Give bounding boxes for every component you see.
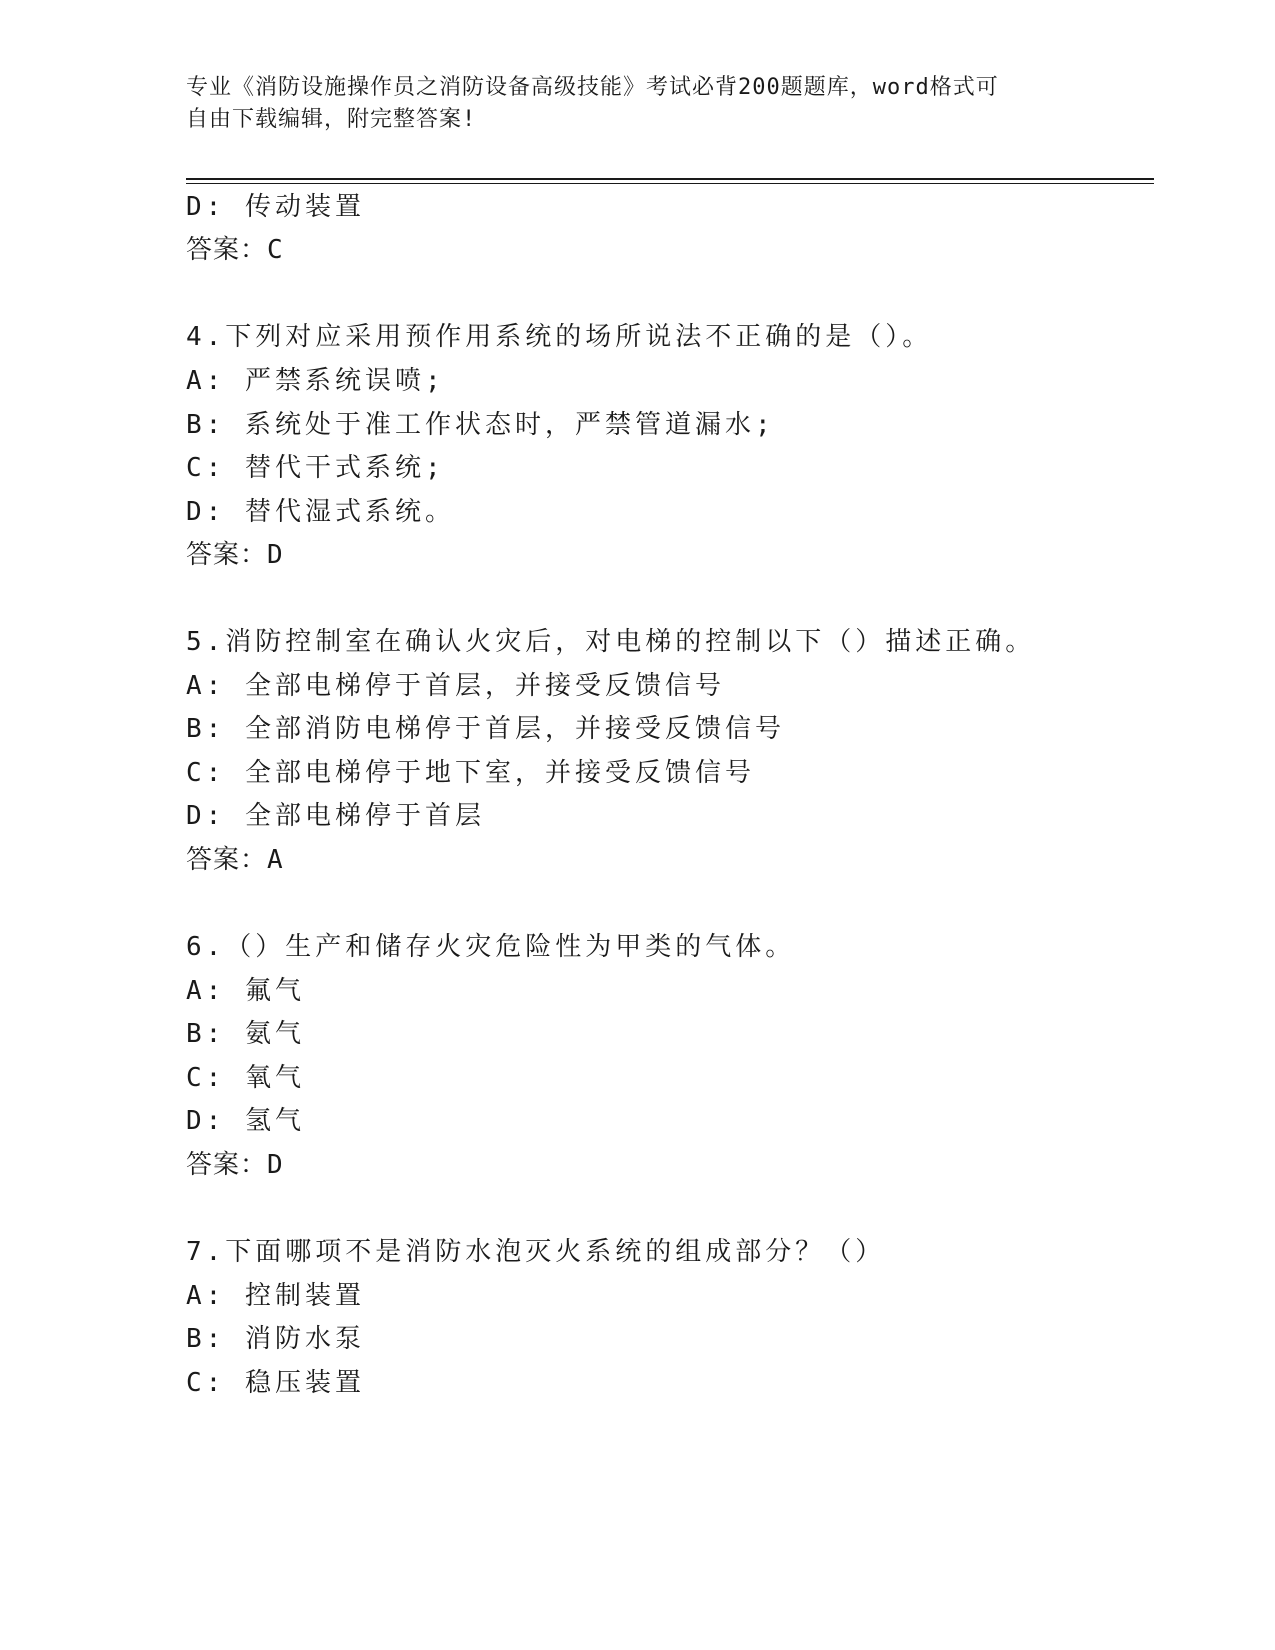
option-c: C: 替代干式系统; (186, 453, 445, 483)
option-c: C: 全部电梯停于地下室，并接受反馈信号 (186, 758, 755, 788)
option-d: D: 传动装置 (186, 192, 365, 222)
header-rule-thick (186, 178, 1154, 180)
answer: 答案：C (186, 235, 284, 265)
header-line-2: 自由下载编辑，附完整答案! (186, 107, 477, 132)
option-c: C: 稳压装置 (186, 1368, 365, 1398)
option-d: D: 替代湿式系统。 (186, 497, 455, 527)
option-b: B: 氨气 (186, 1019, 305, 1049)
question-5: 5.消防控制室在确认火灾后，对电梯的控制以下（）描述正确。 (186, 627, 1036, 657)
option-a: A: 控制装置 (186, 1281, 365, 1311)
question-7: 7.下面哪项不是消防水泡灭火系统的组成部分？（） (186, 1237, 886, 1267)
header-rule-thin (186, 183, 1154, 184)
option-a: A: 全部电梯停于首层，并接受反馈信号 (186, 671, 725, 701)
option-a: A: 严禁系统误喷; (186, 366, 445, 396)
header-line-1: 专业《消防设施操作员之消防设备高级技能》考试必背200题题库，word格式可 (186, 75, 999, 100)
question-4: 4.下列对应采用预作用系统的场所说法不正确的是（）。 (186, 322, 933, 352)
answer: 答案：D (186, 1150, 284, 1180)
answer: 答案：A (186, 845, 284, 875)
document-header (186, 72, 1086, 136)
option-b: B: 消防水泵 (186, 1324, 365, 1354)
option-b: B: 全部消防电梯停于首层，并接受反馈信号 (186, 714, 785, 744)
option-d: D: 氢气 (186, 1106, 305, 1136)
option-c: C: 氧气 (186, 1063, 305, 1093)
option-d: D: 全部电梯停于首层 (186, 801, 485, 831)
answer: 答案：D (186, 540, 284, 570)
option-a: A: 氟气 (186, 976, 305, 1006)
option-b: B: 系统处于准工作状态时，严禁管道漏水; (186, 410, 775, 440)
question-6: 6.（）生产和储存火灾危险性为甲类的气体。 (186, 932, 796, 962)
